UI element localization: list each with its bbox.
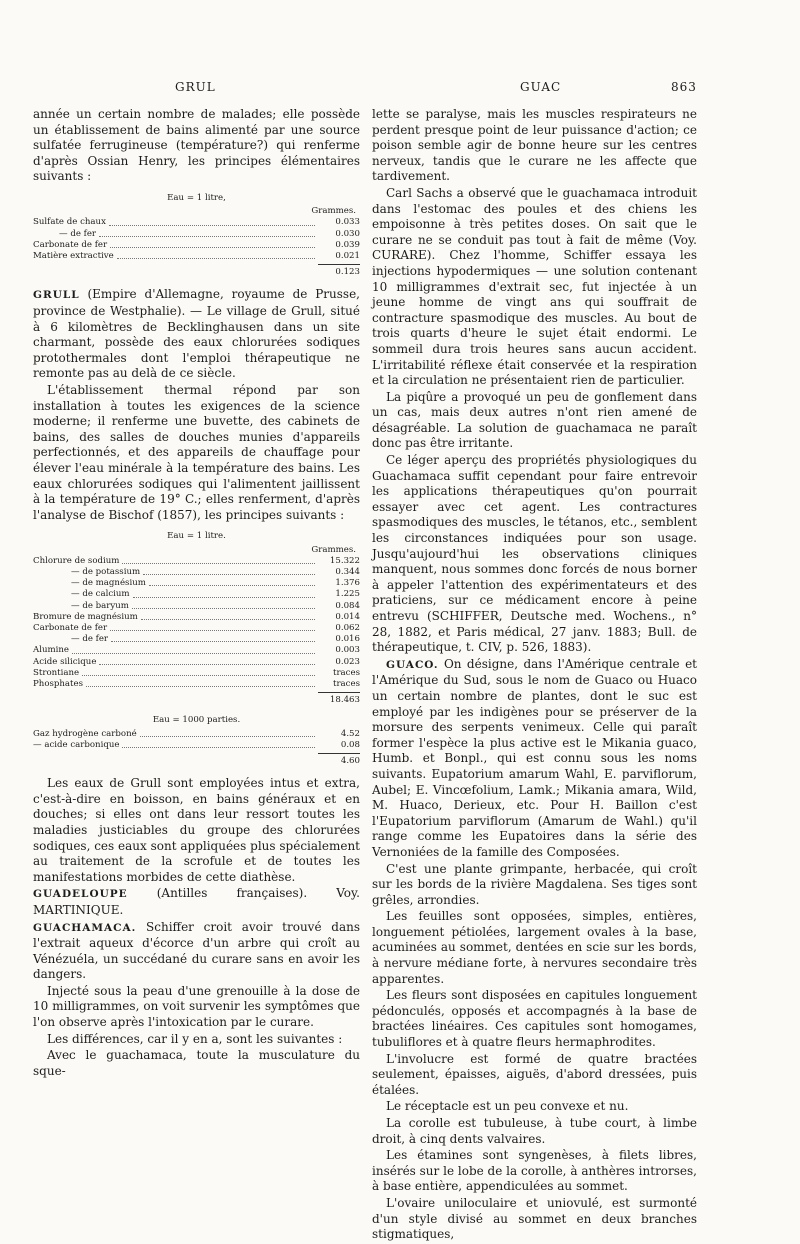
table-row — [33, 556, 360, 567]
analysis-table-1 — [33, 193, 360, 278]
table-title: Eau = 1 litre, — [167, 192, 226, 203]
table-row — [33, 251, 360, 262]
row-label: Gaz hydrogène carboné — [33, 728, 137, 739]
paragraph: La piqûre a provoqué un peu de gonflement dans un cas, mais deux autres n'ont rien amené de désagréable. La solution de guachamaca ne paraît donc pas être irritante. — [372, 389, 697, 451]
row-value: traces — [333, 678, 360, 689]
row-label: Phosphates — [33, 678, 84, 689]
table-row — [33, 657, 360, 668]
table-row — [33, 601, 360, 612]
table-row — [33, 729, 360, 740]
paragraph: Les feuilles sont opposées, simples, entières, longuement pétiolées, largement ovales à la base, acuminées au sommet, dentées en scie sur les bords, à nervure médiane forte, à nervures secondaire très apparentes. — [372, 909, 697, 986]
running-head-left: GRUL — [175, 80, 216, 94]
paragraph: Le réceptacle est un peu convexe et nu. — [386, 1099, 629, 1114]
table-row — [33, 623, 360, 634]
row-label: Sulfate de chaux — [33, 217, 106, 228]
row-value: 1.376 — [335, 578, 360, 589]
paragraph: Ce léger aperçu des propriétés physiologiques du Guachamaca suffit cependant pour faire entrevoir les applications thérapeutiques qu'on pourrait essayer avec cet agent. Les contractures spasmodiques des muscles, le tétanos, etc., semblent les circonstances indiquées pour son usage. Jusqu'aujourd'hui les observations cliniques manquent, nous sommes donc forcés de nous borner à appeler l'attention des expérimentateurs et des praticiens, sur ce médicament encore à peine entrevu (SCHIFFER, Deutsche med. Wochens., n° 28, 1882, et Paris médical, 27 janv. 1883; Bull. de thérapeutique, t. CIV, p. 526, 1883). — [372, 453, 697, 655]
row-label: — acide carbonique — [33, 739, 120, 750]
row-value: 0.344 — [335, 566, 360, 577]
table-unit: Grammes. — [311, 544, 356, 555]
table-row — [33, 240, 360, 251]
row-label: Acide silicique — [33, 656, 97, 667]
row-value: 0.08 — [340, 739, 360, 750]
row-value: 0.084 — [335, 600, 360, 611]
paragraph: Schiffer croit avoir trouvé dans l'extrait aqueux d'écorce d'un arbre qui croît au Vénézuéla, un succédané du curare sans en avoir les dangers. — [33, 919, 360, 982]
table-row — [33, 612, 360, 623]
paragraph: C'est une plante grimpante, herbacée, qui croît sur les bords de la rivière Magdalena. Ses tiges sont grêles, arrondies. — [372, 861, 697, 907]
row-value: traces — [333, 667, 360, 678]
right-column — [372, 107, 697, 1244]
row-value: 0.021 — [335, 250, 360, 261]
row-label: — de calcium — [71, 589, 130, 600]
row-label: — de potassium — [71, 566, 141, 577]
paragraph: Injecté sous la peau d'une grenouille à la dose de 10 milligrammes, on voit survenir les symptômes que l'on observe après l'intoxication par le curare. — [33, 983, 360, 1030]
row-label: Strontiane — [33, 667, 80, 678]
row-value: 1.225 — [335, 589, 360, 600]
table-total: 0.123 — [318, 264, 360, 278]
row-label: — de fer — [59, 228, 97, 239]
paragraph: (Empire d'Allemagne, royaume de Prusse, province de Westphalie). — Le village de Grull, situé à 6 kilomètres de Becklinghausen dans un site charmant, possède des eaux chlorurées sodiques protothermales dont l'emploi thérapeutique ne remonte pas au delà de ce siècle. — [33, 287, 360, 381]
analysis-table-3 — [33, 715, 360, 767]
table-row — [33, 229, 360, 240]
paragraph: L'établissement thermal répond par son installation à toutes les exigences de la science moderne; il renferme une buvette, des cabinets de bains, des salles de douches munies d'appareils perfectionnés, et des appareils de chauffage pour élever l'eau minérale à la température des bains. Les eaux chlorurées sodiques qui l'alimentent jaillissent à la température de 19° C.; elles renferment, d'après l'analyse de Bischof (1857), les principes suivants : — [33, 382, 360, 522]
row-label: Alumine — [33, 645, 70, 656]
row-label: Matière extractive — [33, 250, 114, 261]
left-column — [33, 107, 360, 1080]
paragraph: Les différences, car il y en a, sont les suivantes : — [47, 1031, 343, 1046]
row-value: 0.003 — [335, 645, 360, 656]
table-row — [33, 740, 360, 751]
entry-headword: GRULL — [33, 289, 80, 302]
table-row — [33, 217, 360, 228]
row-label: — de fer — [71, 634, 109, 645]
paragraph: Carl Sachs a observé que le guachamaca introduit dans l'estomac des poules et des chiens les empoisonne à très petites doses. On sait que le curare ne se conduit pas tout à fait de même (Voy. CURARE). Chez l'homme, Schiffer essaya les injections hypodermiques — une solution contenant 10 milligrammes d'extrait sec, fut injectée à un jeune homme de vingt ans qui souffrait de contracture spasmodique des muscles. Au bout de trois quarts d'heure le sujet était endormi. Le sommeil dura trois heures sans aucun accident. L'irritabilité réflexe était conservée et la respiration et la circulation ne présentaient rien de particulier. — [372, 185, 697, 388]
table-row — [33, 567, 360, 578]
paragraph: année un certain nombre de malades; elle possède un établissement de bains alimenté par une source sulfatée ferrugineuse (température?) qui renferme d'après Ossian Henry, les principes élémentaires suivants : — [33, 107, 360, 184]
row-value: 0.023 — [335, 656, 360, 667]
row-value: 0.033 — [335, 217, 360, 228]
row-value: 0.030 — [335, 228, 360, 239]
table-row — [33, 668, 360, 679]
table-row — [33, 578, 360, 589]
table-title: Eau = 1000 parties. — [152, 715, 241, 726]
paragraph: L'involucre est formé de quatre bractées seulement, épaisses, aiguës, d'abord dressées, puis étalées. — [372, 1051, 697, 1097]
table-row — [33, 679, 360, 690]
table-total: 18.463 — [318, 692, 360, 706]
paragraph: lette se paralyse, mais les muscles respirateurs ne perdent presque point de leur puissance d'action; ce poison semble agir de bonne heure sur les centres nerveux, tandis que le curare ne les affecte que tardivement. — [372, 107, 697, 184]
table-unit: Grammes. — [311, 206, 356, 217]
row-label: Chlorure de sodium — [33, 555, 120, 566]
paragraph: L'ovaire uniloculaire et uniovulé, est surmonté d'un style divisé au sommet en deux branches stigmatiques, — [372, 1195, 697, 1242]
row-label: — de baryum — [71, 600, 129, 611]
entry-headword: GUACO. — [386, 658, 439, 671]
entry-headword: GUADELOUPE — [33, 888, 128, 901]
row-label: — de magnésium — [71, 578, 146, 589]
entry-headword: GUACHAMACA. — [33, 921, 137, 934]
row-label: Carbonate de fer — [33, 622, 108, 633]
row-value: 4.52 — [340, 728, 360, 739]
table-row — [33, 589, 360, 600]
row-value: 15.322 — [329, 555, 360, 566]
table-total: 4.60 — [318, 753, 360, 767]
paragraph: (Antilles françaises). Voy. MARTINIQUE. — [33, 886, 360, 917]
paragraph: Les étamines sont syngenèses, à filets libres, insérés sur le lobe de la corolle, à anthères introrses, à base entière, appendiculées au sommet. — [372, 1148, 697, 1194]
row-label: Carbonate de fer — [33, 239, 108, 250]
table-row — [33, 645, 360, 656]
page-number: 863 — [671, 80, 697, 94]
paragraph: La corolle est tubuleuse, à tube court, à limbe droit, à cinq dents valvaires. — [372, 1116, 697, 1146]
paragraph: Les fleurs sont disposées en capitules longuement pédonculés, opposés et accompagnés à la base de bractées linéaires. Ces capitules sont homogames, tubuliflores et à quatre fleurs hermaphrodites. — [372, 988, 697, 1050]
running-head-center: GUAC — [520, 80, 562, 94]
paragraph: On désigne, dans l'Amérique centrale et l'Amérique du Sud, sous le nom de Guaco ou Huaco un certain nombre de plantes, dont le suc est employé par les indigènes pour se préserver de la morsure des serpents venimeux. Celle qui paraît former l'espèce la plus active est le Mikania guaco, Humb. et Bonpl., qui est connu sous les noms suivants. Eupatorium amarum Wahl, E. parviflorum, Aubel; E. Vincœfolium, Lamk.; Mikania amara, Wild, M. Huaco, Derieux, etc. Pour H. Baillon c'est l'Eupatorium parviflorum (Amarum de Wahl.) qu'il range comme les Eupatoires dans la série des Vernoniées de la famille des Composées. — [372, 656, 697, 859]
paragraph: Les eaux de Grull sont employées intus et extra, c'est-à-dire en boisson, en bains généraux et en douches; si elles ont dans leur ressort toutes les maladies justiciables du groupe des chlorurées sodiques, ces eaux sont appliquées plus spécialement au traitement de la scrofule et de toutes les manifestations morbides de cette diathèse. — [33, 776, 360, 884]
row-value: 0.014 — [335, 611, 360, 622]
table-title: Eau = 1 litre. — [167, 531, 226, 542]
row-value: 0.039 — [335, 239, 360, 250]
row-value: 0.016 — [335, 634, 360, 645]
row-label: Bromure de magnésium — [33, 611, 138, 622]
paragraph: Avec le guachamaca, toute la musculature du sque- — [33, 1048, 360, 1078]
analysis-table-2 — [33, 531, 360, 706]
table-row — [33, 634, 360, 645]
row-value: 0.062 — [335, 622, 360, 633]
